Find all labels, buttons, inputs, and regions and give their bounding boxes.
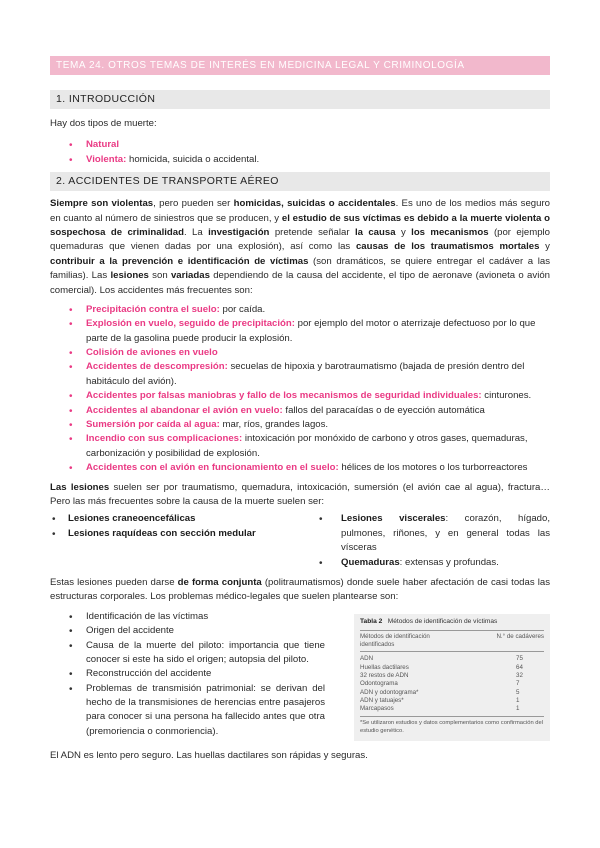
bold-text: homicidas, suicidas o accidentales xyxy=(233,198,396,210)
accidents-paragraph xyxy=(50,197,550,298)
problems-section xyxy=(50,610,550,742)
list-item-term: Incendio con sus complicaciones: xyxy=(86,433,243,445)
list-item-text: intoxicación por monóxido de carbono y otros gases, quemaduras, carbonización y posibilidad de explosión. xyxy=(86,433,528,459)
list-item-term: Natural xyxy=(86,139,120,151)
lesion-term: Quemaduras xyxy=(341,556,400,568)
lesion-item xyxy=(50,512,305,526)
topic-banner: TEMA 24. OTROS TEMAS DE INTERÉS EN MEDICINA LEGAL Y CRIMINOLOGÍA xyxy=(50,56,550,75)
list-item-text: por caída. xyxy=(219,303,266,315)
table-cell-count: 1 xyxy=(516,705,520,713)
text: . La xyxy=(183,226,209,238)
death-type-item xyxy=(50,138,550,152)
table-cell-method: ADN y tatuajes* xyxy=(360,697,404,705)
table-cell-count: 64 xyxy=(516,663,523,671)
table-cell-count: 7 xyxy=(516,680,520,688)
text: dependiendo de la causa del accidente, el tipo de aeronave (avioneta o avión comercial). Los accidentes más frecuentes son: xyxy=(50,270,550,296)
text: (por ejemplo quemaduras que vienen dadas por una explosión), así como las xyxy=(50,226,550,253)
text: (son dramáticos, se quiere entregar el cadáver a las familias). Las xyxy=(50,255,551,282)
bold-text: lesiones xyxy=(110,270,149,282)
table-cell-method: Huellas dactilares xyxy=(360,663,409,671)
accident-type-item xyxy=(50,389,550,403)
lesion-text: : extensas y profundas. xyxy=(399,556,499,568)
death-types-list xyxy=(50,138,550,167)
table-row xyxy=(360,705,544,713)
table-row xyxy=(360,672,544,680)
table-cell-method: Odontograma xyxy=(360,680,398,688)
table-header: Métodos de identificación identificados N.° de cadáveres xyxy=(360,631,544,653)
table-row xyxy=(360,689,544,697)
table-cell-count: 5 xyxy=(516,688,520,696)
bold-text: Siempre son violentas xyxy=(50,198,154,210)
table-cell-method: 32 restos de ADN xyxy=(360,672,409,680)
table-row xyxy=(360,655,544,663)
text: y xyxy=(539,241,550,253)
lesion-item xyxy=(305,556,550,570)
lesions-columns xyxy=(50,512,550,570)
lesions-list-right xyxy=(305,512,550,570)
text: son xyxy=(148,270,171,282)
list-item-term: Colisión de aviones en vuelo xyxy=(86,347,218,359)
text: pretende señalar xyxy=(269,226,355,238)
lesion-text: : corazón, hígado, pulmones, riñones, y en general todas las vísceras xyxy=(341,513,550,554)
bold-text: investigación xyxy=(208,226,270,238)
accident-type-item xyxy=(50,303,550,317)
table-cell-count: 32 xyxy=(516,672,523,680)
bold-text: los mecanismos xyxy=(411,226,489,238)
list-item-text: por ejemplo del motor o aterrizaje defectuoso por lo que parte de la gasolina puede producir la explosión. xyxy=(86,318,536,344)
bold-text: causas de los traumatismos mortales xyxy=(355,241,540,253)
table-row xyxy=(360,664,544,672)
list-item-term: Accidentes de descompresión: xyxy=(86,361,228,373)
accident-type-item xyxy=(50,346,550,360)
problem-item: • Causa de la muerte del piloto: importancia que tiene conocer si este ha sido el origen; autopsia del piloto. xyxy=(50,639,325,668)
lesion-term: Lesiones viscerales xyxy=(341,513,446,525)
medico-legal-problems-list xyxy=(50,610,325,740)
list-item-text: hélices de los motores o los turborreactores xyxy=(338,462,528,474)
table-body xyxy=(360,652,544,717)
final-note: El ADN es lento pero seguro. Las huellas dactilares son rápidas y seguras. xyxy=(50,750,368,762)
bold-text: variadas xyxy=(170,270,210,282)
text: , pero pueden ser xyxy=(153,198,234,210)
list-item-text: mar, ríos, grandes lagos. xyxy=(219,419,329,431)
table-row xyxy=(360,697,544,705)
identification-methods-table xyxy=(354,614,550,742)
page xyxy=(50,56,550,764)
table-cell-count: 1 xyxy=(516,697,520,705)
lesion-item xyxy=(305,512,550,555)
text: y xyxy=(395,226,412,238)
list-item-term: Sumersión por caída al agua: xyxy=(86,419,220,431)
problem-item: • Reconstrucción del accidente xyxy=(50,667,325,681)
accident-type-item xyxy=(50,404,550,418)
accident-types-list xyxy=(50,303,550,476)
table-cell-method: ADN y odontograma* xyxy=(360,688,419,696)
intro-text: Hay dos tipos de muerte: xyxy=(50,118,157,129)
text: . Es uno de los medios más seguro en cuanto al número de siniestros que se producen, y xyxy=(50,198,550,224)
accident-type-item xyxy=(50,432,550,461)
accident-type-item xyxy=(50,461,550,475)
bold-text: el estudio de sus víctimas es debido a la muerte violenta o sospechosa de criminalidad xyxy=(50,212,550,238)
list-item-term: Accidentes con el avión en funcionamiento en el suelo: xyxy=(86,462,339,474)
table-cell-method: Marcapasos xyxy=(360,705,394,713)
list-item-term: Violenta: xyxy=(86,153,127,165)
death-type-item xyxy=(50,153,550,167)
lesiones-paragraph: Las lesiones suelen ser por traumatismo, quemadura, intoxicación, sumersión (el avión cae al agua), fractura… Pero las más frecuentes sobre la causa de la muerte suelen ser: xyxy=(50,481,550,507)
list-item-text: fallos del paracaídas o de eyección automática xyxy=(282,404,485,416)
list-item-term: Precipitación contra el suelo: xyxy=(86,303,220,315)
table-caption: Tabla 2 Métodos de identificación de víctimas xyxy=(360,618,544,631)
lesion-term: Lesiones raquídeas con sección medular xyxy=(68,527,256,539)
bold-text: la causa xyxy=(354,226,396,238)
problem-item: • Origen del accidente xyxy=(50,624,325,638)
list-item-text: cinturones. xyxy=(481,390,532,402)
section-heading-accidentes: 2. ACCIDENTES DE TRANSPORTE AÉREO xyxy=(50,172,550,191)
list-item-term: Explosión en vuelo, seguido de precipitación: xyxy=(86,318,295,330)
section-heading-introduccion: 1. INTRODUCCIÓN xyxy=(50,90,550,109)
problem-item: • Problemas de transmisión patrimonial: se derivan del hecho de la transmisiones de herencias entre pasajeros para conocer si una persona ha fallecido antes que otra (premoriencia o conmoriencia). xyxy=(50,682,325,740)
lesions-list-left xyxy=(50,512,305,541)
table-row xyxy=(360,680,544,688)
table-cell-count: 75 xyxy=(516,655,523,663)
list-item-term: Accidentes por falsas maniobras y fallo de los mecanismos de seguridad individuales: xyxy=(86,390,482,402)
table-cell-method: ADN xyxy=(360,655,374,663)
accident-type-item xyxy=(50,418,550,432)
accident-type-item xyxy=(50,317,550,346)
lesion-item xyxy=(50,527,305,541)
list-item-text: secuelas de hipoxia y barotraumatismo (bajada de presión dentro del habitáculo del avión). xyxy=(86,361,525,387)
conjunta-paragraph: Estas lesiones pueden darse de forma conjunta (politraumatismos) donde suele haber afectación de casi todas las estructuras corporales. Los problemas médico-legales que suelen plantearse son: xyxy=(50,576,551,603)
lesion-term: Lesiones craneoencefálicas xyxy=(68,513,196,525)
table-footnote: *Se utilizaron estudios y datos complementarios como confirmación del estudio genético. xyxy=(360,719,544,734)
accident-type-item xyxy=(50,360,550,389)
list-item-text: homicida, suicida o accidental. xyxy=(126,153,260,165)
list-item-term: Accidentes al abandonar el avión en vuelo: xyxy=(86,404,283,416)
problem-item: • Identificación de las víctimas xyxy=(50,610,325,624)
bold-text: contribuir a la prevención e identificación de víctimas xyxy=(50,255,309,267)
